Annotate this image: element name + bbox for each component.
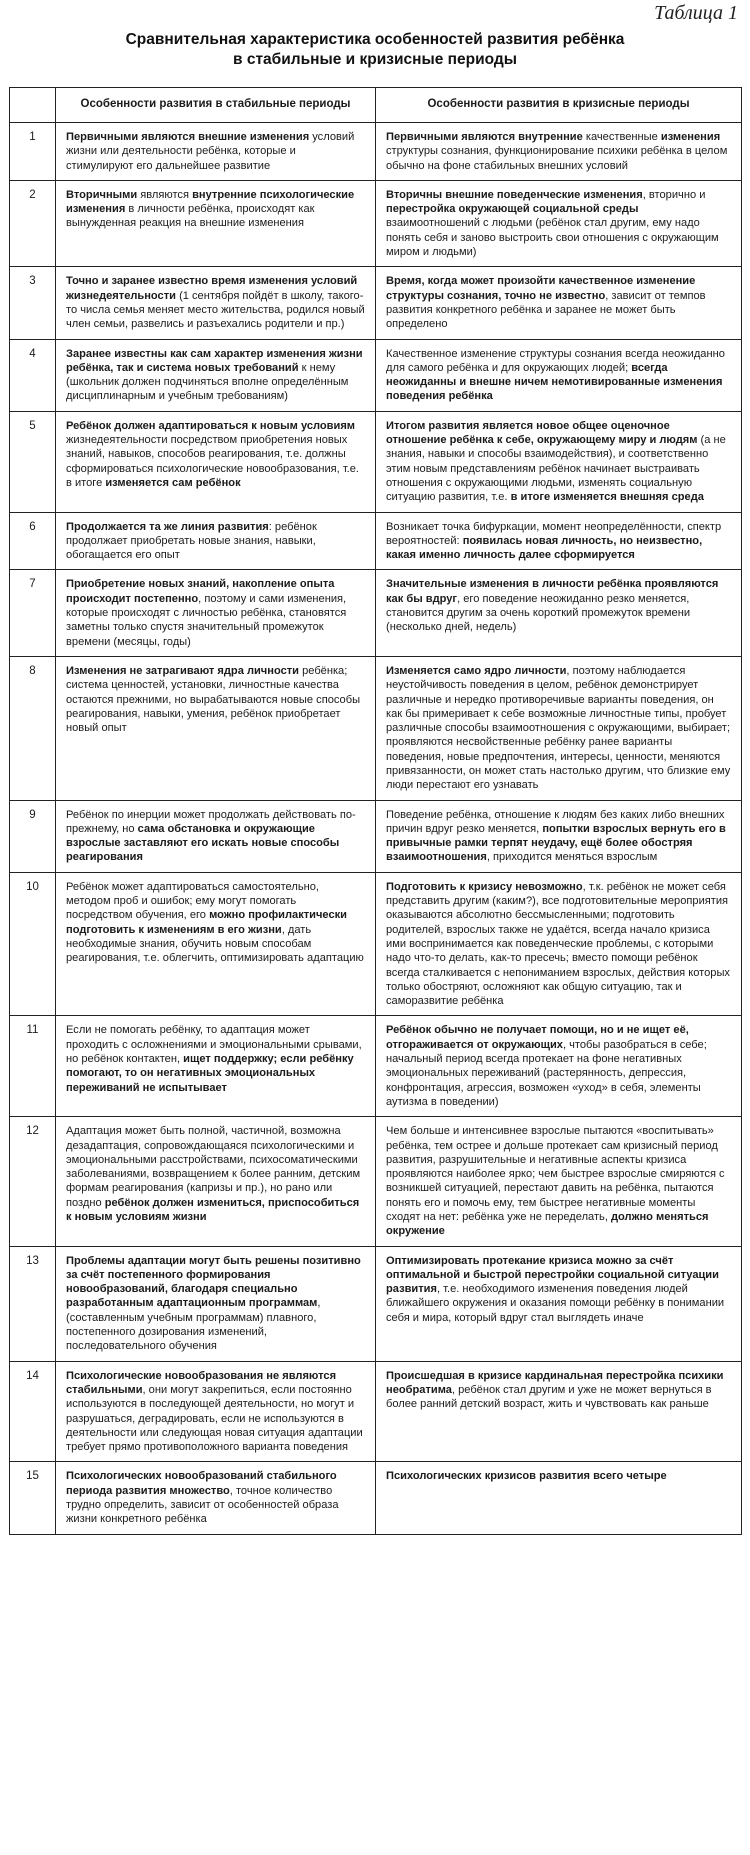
bold-text: Приобретение новых знаний, накопление опыта происходит постепенно [66,578,335,605]
bold-text: Первичными являются внутренние [386,131,583,143]
table-row [10,656,742,800]
bold-text: Изменения не затрагивают ядра личности [66,664,300,677]
bold-text: Вторичны внешние поведенческие изменения [386,188,643,201]
text: , точное количество трудно определить, зависит от особенностей образа жизни конкретного ребёнка [66,1484,339,1526]
stable-period-cell [56,656,376,800]
header-row [10,88,742,123]
row-number: 13 [10,1246,56,1361]
bold-text: Психологических новообразований стабильного периода развития множество [66,1470,337,1497]
row-number: 7 [10,570,56,656]
bold-text: изменения [660,131,721,143]
text: качественные [582,131,661,143]
text: структуры сознания, функционирование психики ребёнка в целом обычно на фоне стабильных внешних условий [386,145,728,172]
table-header [10,88,742,123]
text: , ребёнок стал другим и уже не может вернуться в более ранний детский возраст, жить и чувствовать как раньше [386,1383,712,1411]
stable-period-cell [56,339,376,411]
text: Адаптация может быть полной, частичной, возможна дезадаптация, сопровождающаяся психологическими и эмоциональными расстройствами, психосоматическими заболеваниями, возвращением к более ранним, детским формам реагирования (капризы и пр.), но рано или поздно [66,1125,361,1209]
crisis-period-cell [376,1117,742,1246]
comparison-table [9,87,742,1535]
crisis-period-cell [376,180,742,266]
crisis-period-cell [376,872,742,1016]
crisis-period-cell [376,1016,742,1117]
text: условий жизни или деятельности ребёнка, которые и стимулируют его дальнейшее развитие [66,131,355,172]
text: (1 сентября пойдёт в школу, такого-то числа семья меняет место жительства, родился новый член семьи, развелись и разъехались родители и пр.) [66,289,365,331]
stable-period-cell [56,1462,376,1534]
row-number: 6 [10,512,56,570]
row-number: 1 [10,123,56,181]
bold-text: Оптимизировать протекание кризиса можно за счёт оптимальной и быстрой перестройки социальной ситуации развития [386,1254,719,1296]
row-number: 8 [10,656,56,800]
text: , т.е. необходимого изменения поведения людей ближайшего окружения и оказания помощи ребёнку в понимании себя и мира, который вдруг стал выглядеть иначе [386,1283,725,1324]
bold-text: Изменяется само ядро личности [386,664,567,677]
table-title [0,30,750,70]
text: Ребёнок может адаптироваться самостоятельно, методом проб и ошибок; ему могут помогать посредством обучения, его [66,880,319,922]
text: , поэтому наблюдается неустойчивость поведения в целом, ребёнок демонстрирует различные и нередко противоречивые варианты поведения, он как бы примеривает к себе возможные личностные типы, пробует различные способы взаимоотношения с окружающими, выбирает; проявляются несвойственные ребёнку ранее варианты поведения, новые предпочтения, интересы, ценности, меняются привязанности, он может стать настолько другим, что близкие ему люди перестают его узнавать [386,664,731,792]
bold-text: Заранее известны как сам характер изменения жизни ребёнка, так и система новых требований [66,347,363,374]
text: , они могут закрепиться, если постоянно используются в последующей деятельности, но могут и разрушаться, деградировать, если не используются в деятельности или следующая новая ситуация адаптации требует прямо противоположного варианта поведения [66,1383,363,1454]
table-row [10,339,742,411]
text: жизнедеятельности посредством приобретения новых знаний, навыков, способов реагирования, т.е. должны сформироваться психологические новообразования, т.е. в итоге [66,434,360,489]
bold-text: ищет поддержку; если ребёнку помогают, то он негативных эмоциональных переживаний не испытывает [66,1053,354,1094]
text: , зависит от темпов развития конкретного ребёнка и заранее не может быть определено [386,289,706,331]
title-line-1: Сравнительная характеристика особенностей развития ребёнка [125,31,625,48]
bold-text: должно меняться окружение [386,1211,709,1238]
table-row [10,570,742,656]
crisis-period-cell [376,570,742,656]
bold-text: попытки взрослых вернуть его в привычные рамки терпят неудачу, ещё более обостряя взаимоотношения [386,822,726,864]
text: Ребёнок по инерции может продолжать действовать по-прежнему, но [66,808,356,835]
table-row [10,800,742,872]
header-crisis: Особенности развития в кризисные периоды [376,88,742,123]
text: (а не знания, навыки и способы взаимодействия), и соответственно этим новым представлениям ребёнок начинает выстраивать отношения с окружающими людьми, изменять социальную ситуацию развития, т.е. [386,434,726,504]
bold-text: Ребёнок обычно не получает помощи, но и не ищет её, отгораживается от окружающих [386,1024,689,1051]
text: : ребёнок продолжает приобретать новые знания, навыки, обогащается его опыт [66,520,317,562]
bold-text: внутренние психологические изменения [66,188,355,216]
stable-period-cell [56,123,376,181]
crisis-period-cell [376,1462,742,1534]
crisis-period-cell [376,1246,742,1361]
text: являются [137,188,193,201]
text: , поэтому и сами изменения, которые происходят с личностью ребёнка, становятся заметны только спустя значительный промежуток времени (месяцы, годы) [66,592,347,648]
stable-period-cell [56,1361,376,1462]
bold-text: Точно и заранее известно время изменения условий жизнедеятельности [66,275,358,302]
stable-period-cell [56,800,376,872]
text: взаимоотношений с людьми (ребёнок стал другим, ему надо понять себя и заново выстроить свои отношения с окружающим миром и людьми) [386,217,719,259]
crisis-period-cell [376,656,742,800]
crisis-period-cell [376,512,742,570]
bold-text: всегда неожиданны и внешне ничем немотивированные изменения поведения ребёнка [386,361,723,403]
text: ребёнка; система ценностей, установки, личностные качества остаются прежними, но вырабатываются новые способы реагирования, навыки, умения, ребёнок приобретает новый опыт [66,664,361,735]
row-number: 14 [10,1361,56,1462]
table-body [10,123,742,1535]
bold-text: перестройка окружающей социальной среды [386,203,639,216]
bold-text: Значительные изменения в личности ребёнка проявляются как бы вдруг [386,578,719,605]
stable-period-cell [56,1117,376,1246]
stable-period-cell [56,267,376,339]
text: Качественное изменение структуры сознания всегда неожиданно для самого ребёнка и для окружающих людей; [386,347,725,374]
row-number: 2 [10,180,56,266]
stable-period-cell [56,180,376,266]
text: , вторично и [642,188,706,201]
row-number: 10 [10,872,56,1016]
crisis-period-cell [376,1361,742,1462]
bold-text: Продолжается та же линия развития [66,520,269,533]
bold-text: Вторичными [66,188,138,201]
bold-text: Психологические новообразования не являются стабильными [66,1369,337,1396]
text: , т.к. ребёнок не может себя представить другим (каким?), все подготовительные мероприятия оказываются абсолютно бессмысленными; подготовить родителей, взрослых также не удаётся, всегда начало кризиса ими воспринимается как поведенческие проблемы, с которыми надо что-то делать, как-то пресечь; вместо помощи ребёнок всегда сталкивается с непониманием взрослых, действия которых только обостряют, осложняют как общую ситуацию, так и саморазвитие ребёнка [386,880,730,1008]
title-line-2: в стабильные и кризисные периоды [233,51,517,68]
bold-text: Психологических кризисов развития всего четыре [386,1470,667,1483]
stable-period-cell [56,411,376,512]
table-row [10,1016,742,1117]
bold-text: ребёнок должен измениться, приспособиться к новым условиям жизни [66,1196,360,1223]
table-row [10,872,742,1016]
bold-text: Ребёнок должен адаптироваться к новым условиям [66,419,356,432]
table-row [10,411,742,512]
table-row [10,123,742,181]
row-number: 11 [10,1016,56,1117]
row-number: 4 [10,339,56,411]
bold-text: Время, когда может произойти качественное изменение структуры сознания, точно не известно [386,275,696,302]
bold-text: Итогом развития является новое общее оценочное отношение ребёнка к себе, окружающему миру и людям [386,419,698,447]
row-number: 3 [10,267,56,339]
row-number: 9 [10,800,56,872]
header-stable: Особенности развития в стабильные периоды [56,88,376,123]
stable-period-cell [56,1246,376,1361]
bold-text: сама обстановка и окружающие взрослые заставляют его искать новые способы реагирования [66,822,340,864]
bold-text: можно профилактически подготовить к изменениям в его жизни [66,909,348,936]
table-label: Таблица 1 [654,2,738,24]
header-num [10,88,56,123]
text: Возникает точка бифуркации, момент неопределённости, спектр вероятностей: [386,520,722,547]
stable-period-cell [56,512,376,570]
crisis-period-cell [376,411,742,512]
bold-text: Происшедшая в кризисе кардинальная перестройка психики необратима [386,1369,724,1396]
text: , (составленным учебным программам) плавного, постепенного дозирования изменений, последовательного обучения [66,1297,321,1353]
text: , приходится меняться взрослым [486,851,658,864]
crisis-period-cell [376,800,742,872]
table-row [10,180,742,266]
crisis-period-cell [376,339,742,411]
bold-text: появилась новая личность, но неизвестно, какая именно личность далее сформируется [386,534,703,562]
stable-period-cell [56,570,376,656]
row-number: 5 [10,411,56,512]
bold-text: Первичными являются внешние изменения [66,131,310,143]
table-row [10,267,742,339]
table-row [10,512,742,570]
row-number: 15 [10,1462,56,1534]
table-row [10,1361,742,1462]
text: , дать необходимые знания, обучить новым способам реагирования, т.е. облегчить, оптимизировать адаптацию [66,923,364,965]
crisis-period-cell [376,267,742,339]
text: , чтобы разобраться в себе; начальный период всегда протекает на фоне негативных эмоциональных переживаний (растерянность, депрессия, конфронтация, агрессия, возможен «уход» в себя, элементы аутизма в поведении) [386,1038,707,1108]
bold-text: изменяется сам ребёнок [105,476,241,489]
text: Поведение ребёнка, отношение к людям без каких либо внешних причин вдруг резко меняется, [386,808,725,835]
crisis-period-cell [376,123,742,181]
text: Если не помогать ребёнку, то адаптация может проходить с осложнениями и эмоциональными срывами, но ребёнок контактен, [66,1024,362,1066]
text: к нему (школьник должен подчиняться вполне определённым дисциплинарным и учебным требованиям) [66,361,349,403]
text: , его поведение неожиданно резко меняется, становится другим за очень короткий промежуток времени (несколько дней, недель) [386,592,691,634]
table-row [10,1462,742,1534]
bold-text: Проблемы адаптации могут быть решены позитивно за счёт постепенного формирования новообразований, благодаря специально разработанным адаптационным программам [66,1254,361,1310]
bold-text: Подготовить к кризису невозможно [386,880,583,893]
text: Чем больше и интенсивнее взрослые пытаются «воспитывать» ребёнка, тем острее и дольше протекает сам кризисный период развития, разрушительные и негативные аспекты кризиса проявляются наиболее ярко; чем быстрее взрослые смиряются с возникшей ситуацией, перестают давить на ребёнка, пытаются понять его и помочь ему, тем быстрее негативные моменты сходят на нет: ребёнка уже не переделать, [386,1125,725,1223]
table-row [10,1246,742,1361]
stable-period-cell [56,872,376,1016]
row-number: 12 [10,1117,56,1246]
bold-text: в итоге изменяется внешняя среда [510,491,704,504]
text: в личности ребёнка, происходят как вынужденная реакция на внешние изменения [66,203,315,230]
table-row [10,1117,742,1246]
stable-period-cell [56,1016,376,1117]
